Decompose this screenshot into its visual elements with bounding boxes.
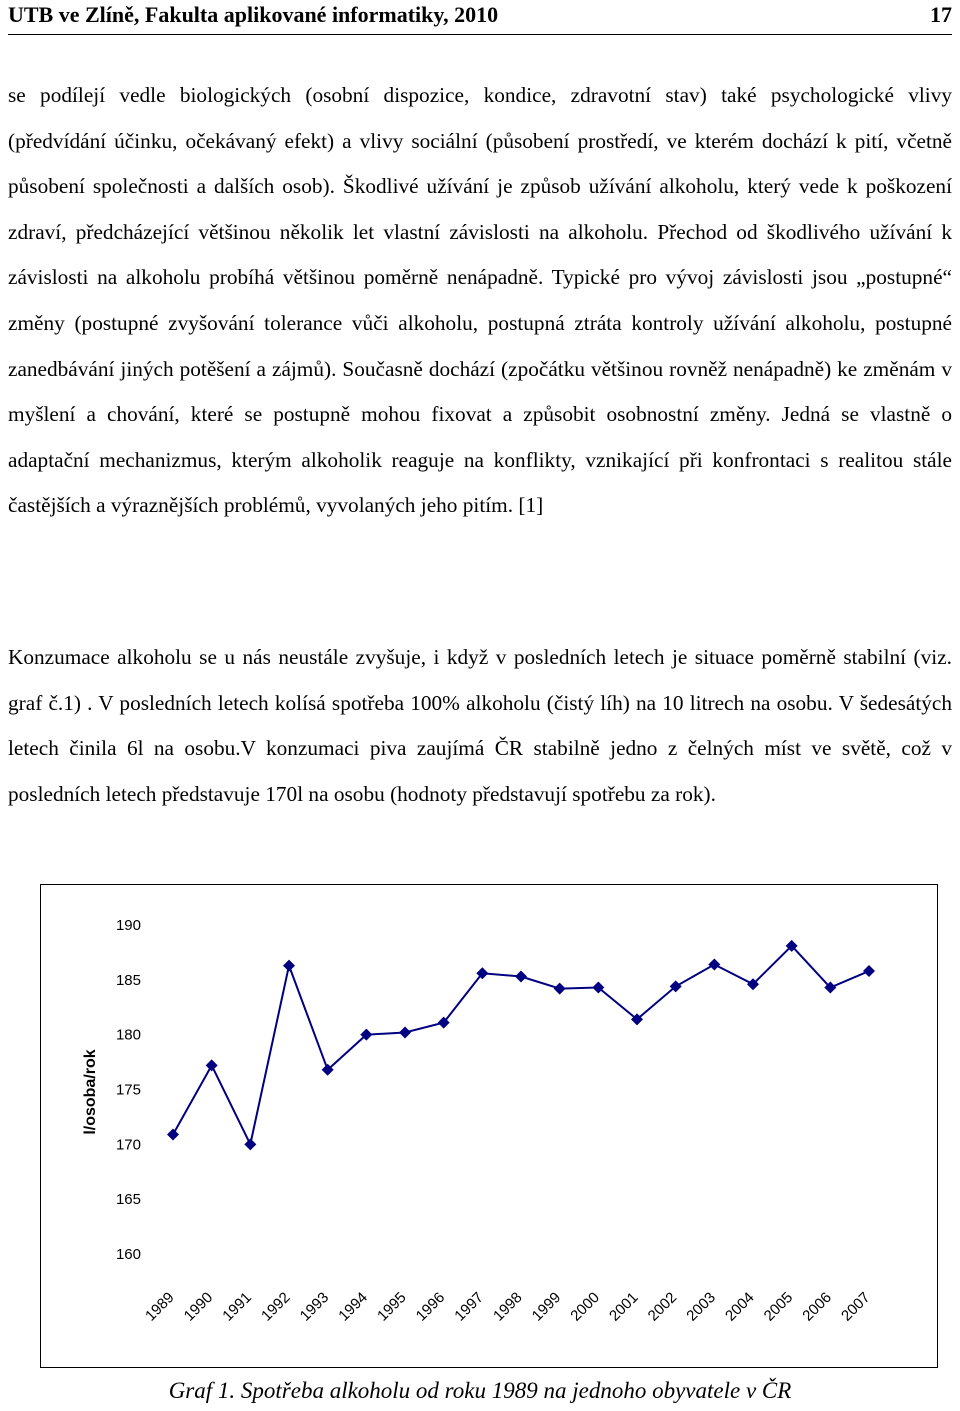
body-paragraph-1: se podílejí vedle biologických (osobní dispozice, kondice, zdravotní stav) také psychologické vlivy (předvídání účinku, očekávaný efekt) a vlivy sociální (působení prostředí, ve kterém dochází k pití, včetně působení společnosti a dalších osob). Škodlivé užívání je způsob užívání alkoholu, který vede k poškození zdraví, předcházející většinou několik let vlastní závislosti na alkoholu. Přechod od škodlivého užívání k závislosti na alkoholu probíhá většinou poměrně nenápadně. Typické pro vývoj závislosti jsou „postupné“ změny (postupné zvyšování tolerance vůči alkoholu, postupná ztráta kontroly užívání alkoholu, postupné zanedbávání jiných potěšení a zájmů). Současně dochází (zpočátku většinou rovněž nenápadně) ke změnám v myšlení a chování, které se postupně mohou fixovat a způsobit osobnostní změny. Jedná se vlastně o adaptační mechanizmus, kterým alkoholik reaguje na konflikty, vznikající při konfrontaci s realitou stále častějších a výraznějších problémů, vyvolaných jeho pitím. [1] <box>8 83 952 518</box>
header-title: UTB ve Zlíně, Fakulta aplikované informatiky, 2010 <box>8 2 499 27</box>
data-point <box>244 1138 256 1150</box>
data-point <box>708 958 720 970</box>
y-tick-label: 190 <box>115 917 141 934</box>
x-tick-label: 2006 <box>799 1289 835 1325</box>
body-paragraph-2: Konzumace alkoholu se u nás neustále zvyšuje, i když v posledních letech je situace poměrně stabilní (viz. graf č.1) . V posledních letech kolísá spotřeba 100% alkoholu (čistý líh) na 10 litrech na osobu. V šedesátých letech činila 6l na osobu.V konzumaci piva zaujímá ČR stabilně jedno z čelných míst ve světě, což v posledních letech představuje 170l na osobu (hodnoty představují spotřebu za rok). <box>8 645 952 806</box>
y-tick-label: 175 <box>115 1081 141 1099</box>
data-point <box>554 983 566 995</box>
y-tick-label: 185 <box>115 971 141 989</box>
x-tick-label: 1997 <box>451 1289 487 1325</box>
x-tick-label: 2003 <box>683 1289 719 1325</box>
y-tick-label: 160 <box>115 1246 141 1263</box>
x-tick-label: 1991 <box>219 1289 255 1325</box>
x-tick-label: 2001 <box>606 1289 642 1325</box>
page-number: 17 <box>930 2 952 27</box>
x-tick-label: 2004 <box>722 1289 758 1325</box>
x-tick-label: 1996 <box>412 1289 449 1325</box>
y-axis-label: l/osoba/rok <box>82 1049 99 1135</box>
x-tick-label: 2005 <box>760 1289 797 1325</box>
y-tick-label: 165 <box>115 1191 141 1209</box>
data-point <box>206 1059 218 1071</box>
figure-caption: Graf 1. Spotřeba alkoholu od roku 1989 na jednoho obyvatele v ČR <box>168 1378 792 1403</box>
x-tick-label: 1994 <box>335 1289 371 1325</box>
x-tick-label: 2007 <box>838 1289 874 1325</box>
x-tick-label: 2000 <box>567 1289 603 1325</box>
x-tick-label: 1998 <box>490 1289 526 1325</box>
x-tick-label: 1993 <box>296 1289 333 1325</box>
data-point <box>515 971 527 983</box>
data-point <box>863 965 875 977</box>
x-tick-label: 1990 <box>180 1289 217 1325</box>
x-tick-label: 1989 <box>142 1289 178 1325</box>
x-tick-label: 1992 <box>258 1289 294 1325</box>
data-point <box>283 960 295 972</box>
data-point <box>399 1026 411 1038</box>
x-tick-label: 1995 <box>374 1289 410 1325</box>
data-point <box>167 1128 179 1140</box>
y-tick-label: 170 <box>115 1136 141 1154</box>
x-tick-label: 2002 <box>644 1289 681 1325</box>
x-tick-label: 1999 <box>528 1289 565 1325</box>
y-tick-label: 180 <box>115 1026 141 1044</box>
